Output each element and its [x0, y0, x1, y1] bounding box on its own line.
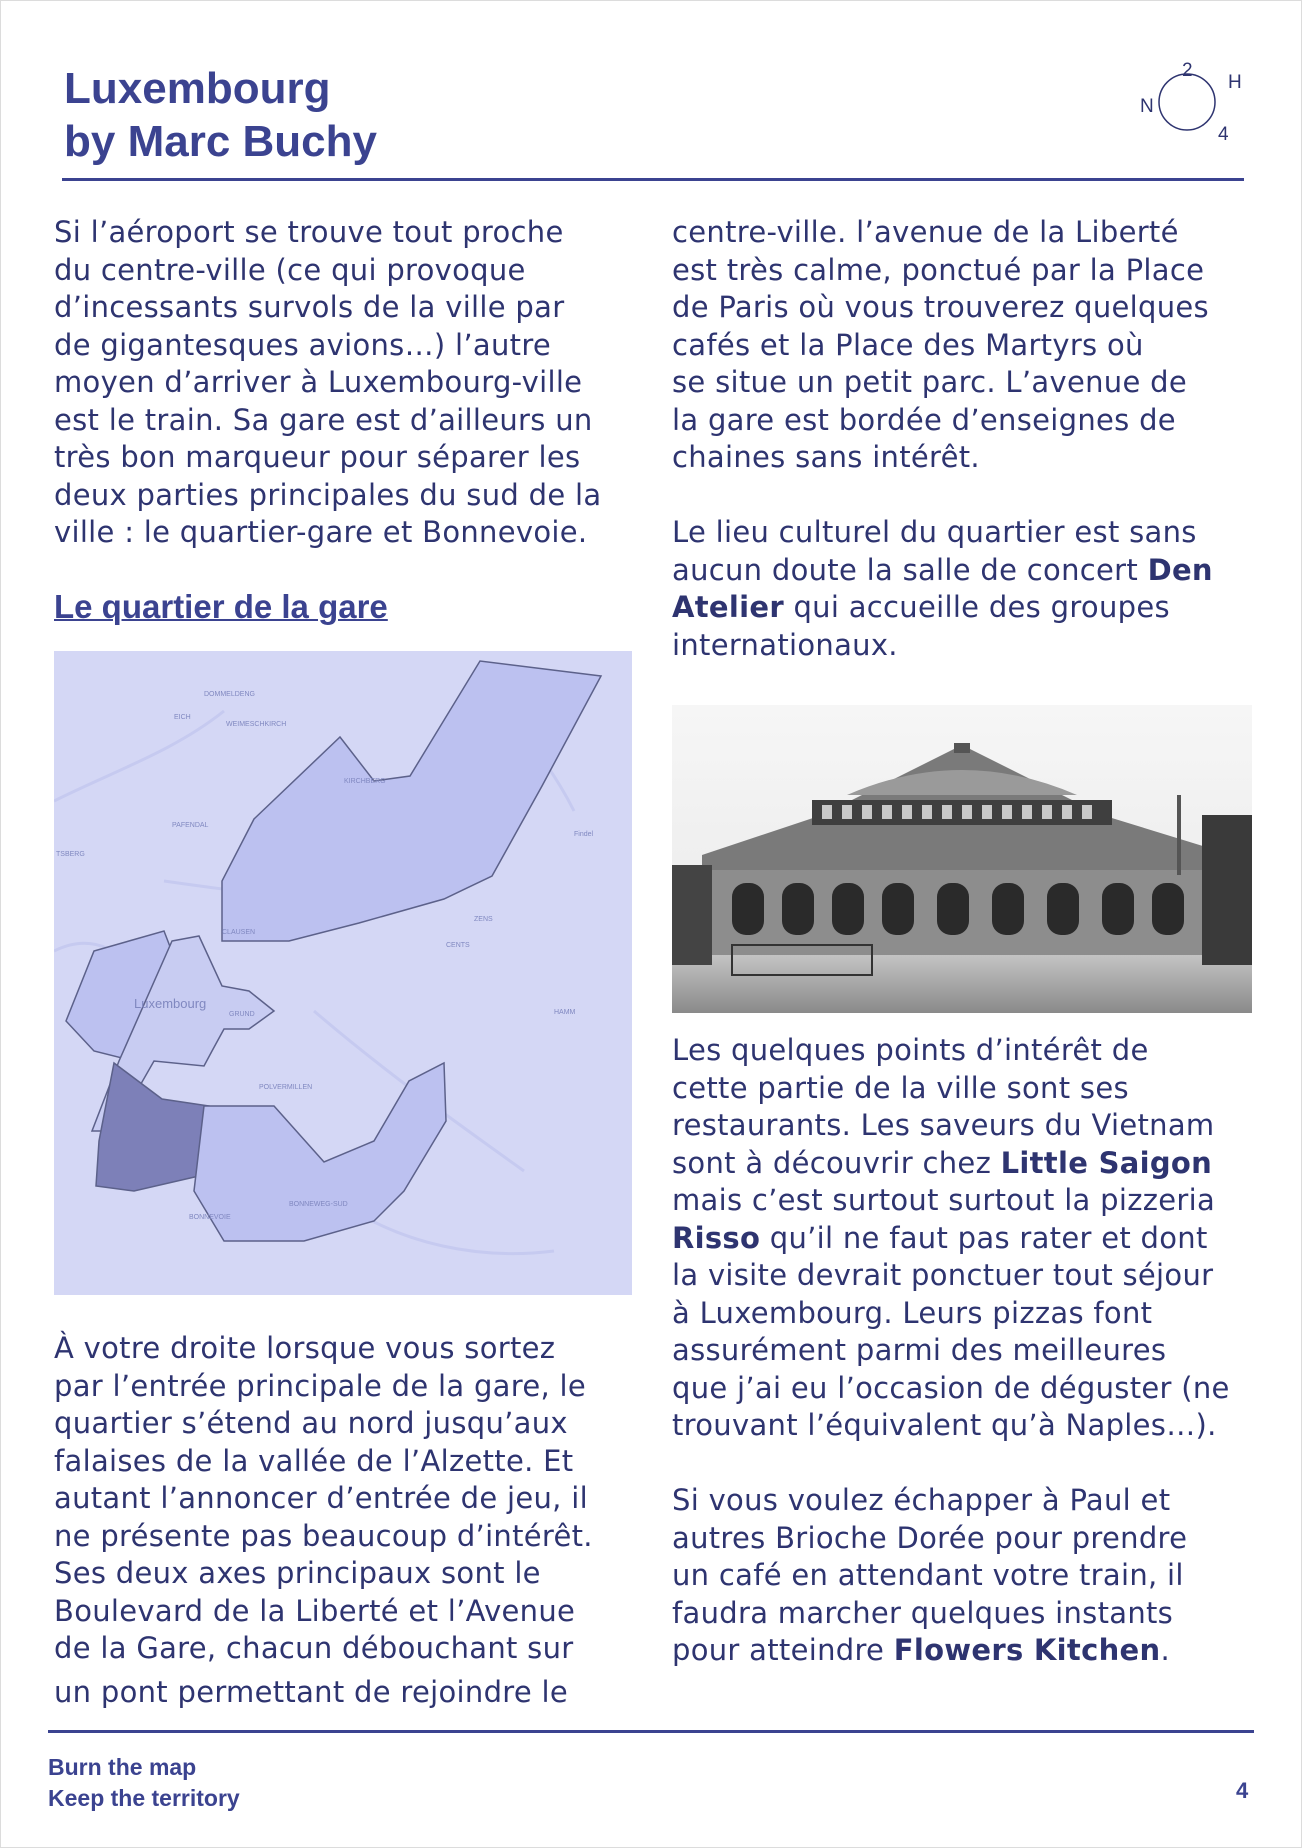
text-line: un pont permettant de rejoindre le: [54, 1674, 569, 1709]
blank-line: [672, 1445, 1230, 1483]
text-line: quartier s’étend au nord jusqu’aux: [54, 1406, 568, 1440]
title-line-author: by Marc Buchy: [64, 117, 377, 166]
footer-line: Keep the territory: [48, 1785, 240, 1811]
text-line: à Luxembourg. Leurs pizzas font: [672, 1295, 1153, 1330]
title-line-city: Luxembourg: [64, 64, 331, 113]
map-label: WEIMESCHKIRCH: [226, 721, 287, 728]
text-line: cette partie de la ville sont ses: [672, 1070, 1129, 1105]
map-label: ZENS: [474, 916, 493, 923]
text-line: [672, 1220, 1230, 1258]
text-line: que j’ai eu l’occasion de déguster (ne: [672, 1370, 1230, 1405]
footer-line: Burn the map: [48, 1754, 197, 1780]
restaurants-paragraph: [672, 1032, 1230, 1670]
logo-right-glyph: H: [1228, 72, 1242, 93]
text-run: aucun doute la salle de concert: [672, 552, 1148, 587]
text-line: est très calme, ponctué par la Place: [672, 252, 1205, 287]
text-line: [672, 552, 1213, 590]
text-line: assurément parmi des meilleures: [672, 1333, 1167, 1367]
text-line: deux parties principales du sud de la: [54, 477, 602, 512]
map-label: Findel: [574, 831, 594, 838]
text-line: trouvant l’équivalent qu’à Naples…).: [672, 1408, 1217, 1442]
text-line: est le train. Sa gare est d’ailleurs un: [54, 402, 593, 437]
logo-left-glyph: N: [1140, 96, 1154, 117]
text-line: se situe un petit parc. L’avenue de: [672, 365, 1187, 399]
text-run: sont à découvrir chez: [672, 1145, 1001, 1180]
den-atelier-photo: [672, 705, 1252, 1013]
footer-tagline: [48, 1752, 240, 1814]
text-line: du centre-ville (ce qui provoque: [54, 252, 526, 287]
quartier-paragraph: [54, 1330, 593, 1711]
map-label: PAFENDAL: [172, 822, 209, 829]
liberte-paragraph: [672, 214, 1213, 664]
cafe-name-flowers-kitchen: Flowers Kitchen: [893, 1633, 1161, 1667]
text-line: [672, 589, 1213, 627]
logo-bottom-glyph: 4: [1218, 124, 1229, 145]
text-line: À votre droite lorsque vous sortez: [54, 1331, 556, 1365]
logo-top-glyph: 2: [1182, 60, 1193, 81]
map-label: GRUND: [229, 1011, 255, 1018]
text-line: autant l’annoncer d’entrée de jeu, il: [54, 1481, 588, 1515]
map-label: DOMMELDENG: [204, 691, 255, 698]
text-run: qu’il ne faut pas rater et dont: [760, 1220, 1208, 1255]
text-line: restaurants. Les saveurs du Vietnam: [672, 1108, 1215, 1142]
text-line: ville : le quartier-gare et Bonnevoie.: [54, 515, 588, 549]
text-line: Les quelques points d’intérêt de: [672, 1033, 1149, 1067]
map-label: POLVERMILLEN: [259, 1084, 313, 1091]
text-run: .: [1160, 1633, 1170, 1667]
map-label: BONNEWEG-SUD: [289, 1201, 348, 1208]
text-line: Si vous voulez échapper à Paul et: [672, 1483, 1171, 1517]
text-line: autres Brioche Dorée pour prendre: [672, 1520, 1188, 1555]
text-line: falaises de la vallée de l’Alzette. Et: [54, 1443, 574, 1478]
text-line: internationaux.: [672, 627, 898, 662]
blank-line: [672, 477, 1213, 515]
text-line: d’incessants survols de la ville par: [54, 290, 565, 324]
text-line: la gare est bordée d’enseignes de: [672, 402, 1176, 437]
text-line: centre-ville. l’avenue de la Liberté: [672, 215, 1179, 249]
section-heading: Le quartier de la gare: [54, 588, 388, 625]
map-label: BONNEVOIE: [189, 1214, 231, 1221]
restaurant-name-little-saigon: Little Saigon: [1000, 1145, 1213, 1180]
page-title: [64, 62, 377, 168]
logo-ring-icon: [1140, 62, 1260, 152]
text-line: par l’entrée principale de la gare, le: [54, 1368, 586, 1403]
map-label: TSBERG: [56, 851, 85, 858]
footer-divider: [48, 1730, 1254, 1733]
text-line: [672, 1145, 1230, 1183]
text-line: ne présente pas beaucoup d’intérêt.: [54, 1518, 593, 1553]
map-label-city: Luxembourg: [134, 996, 207, 1011]
text-line: de gigantesques avions…) l’autre: [54, 327, 552, 362]
text-run: pour atteindre: [672, 1633, 894, 1667]
text-line: très bon marqueur pour séparer les: [54, 440, 581, 474]
text-line: [672, 1632, 1230, 1670]
header-divider: [62, 178, 1244, 181]
map-label: EICH: [174, 714, 191, 721]
venue-name-den-atelier: Den: [1147, 552, 1213, 587]
n2h4-logo: [1140, 62, 1260, 152]
text-line: Si l’aéroport se trouve tout proche: [54, 215, 564, 249]
text-line: cafés et la Place des Martyrs où: [672, 327, 1144, 362]
text-line: moyen d’arriver à Luxembourg-ville: [54, 365, 583, 399]
text-line: un café en attendant votre train, il: [672, 1558, 1184, 1592]
map-label: CLAUSEN: [222, 929, 256, 936]
intro-paragraph: [54, 214, 601, 552]
text-line: mais c’est surtout surtout la pizzeria: [672, 1183, 1216, 1217]
text-line: Le lieu culturel du quartier est sans: [672, 515, 1197, 549]
text-line: chaines sans intérêt.: [672, 440, 980, 474]
text-run: qui accueille des groupes: [783, 590, 1170, 624]
map-label: CENTS: [446, 942, 470, 949]
map-label: HAMM: [554, 1009, 576, 1016]
text-line: faudra marcher quelques instants: [672, 1595, 1174, 1630]
page-number: 4: [1236, 1778, 1249, 1803]
text-line: Ses deux axes principaux sont le: [54, 1556, 541, 1590]
map-label: KIRCHBERG: [344, 778, 386, 785]
text-line: la visite devrait ponctuer tout séjour: [672, 1258, 1214, 1292]
text-line: Boulevard de la Liberté et l’Avenue: [54, 1593, 576, 1628]
venue-name-den-atelier: Atelier: [672, 590, 784, 624]
text-line: de la Gare, chacun débouchant sur: [54, 1631, 574, 1665]
restaurant-name-risso: Risso: [672, 1220, 761, 1255]
text-line: de Paris où vous trouverez quelques: [672, 290, 1209, 324]
district-map: [54, 651, 632, 1295]
